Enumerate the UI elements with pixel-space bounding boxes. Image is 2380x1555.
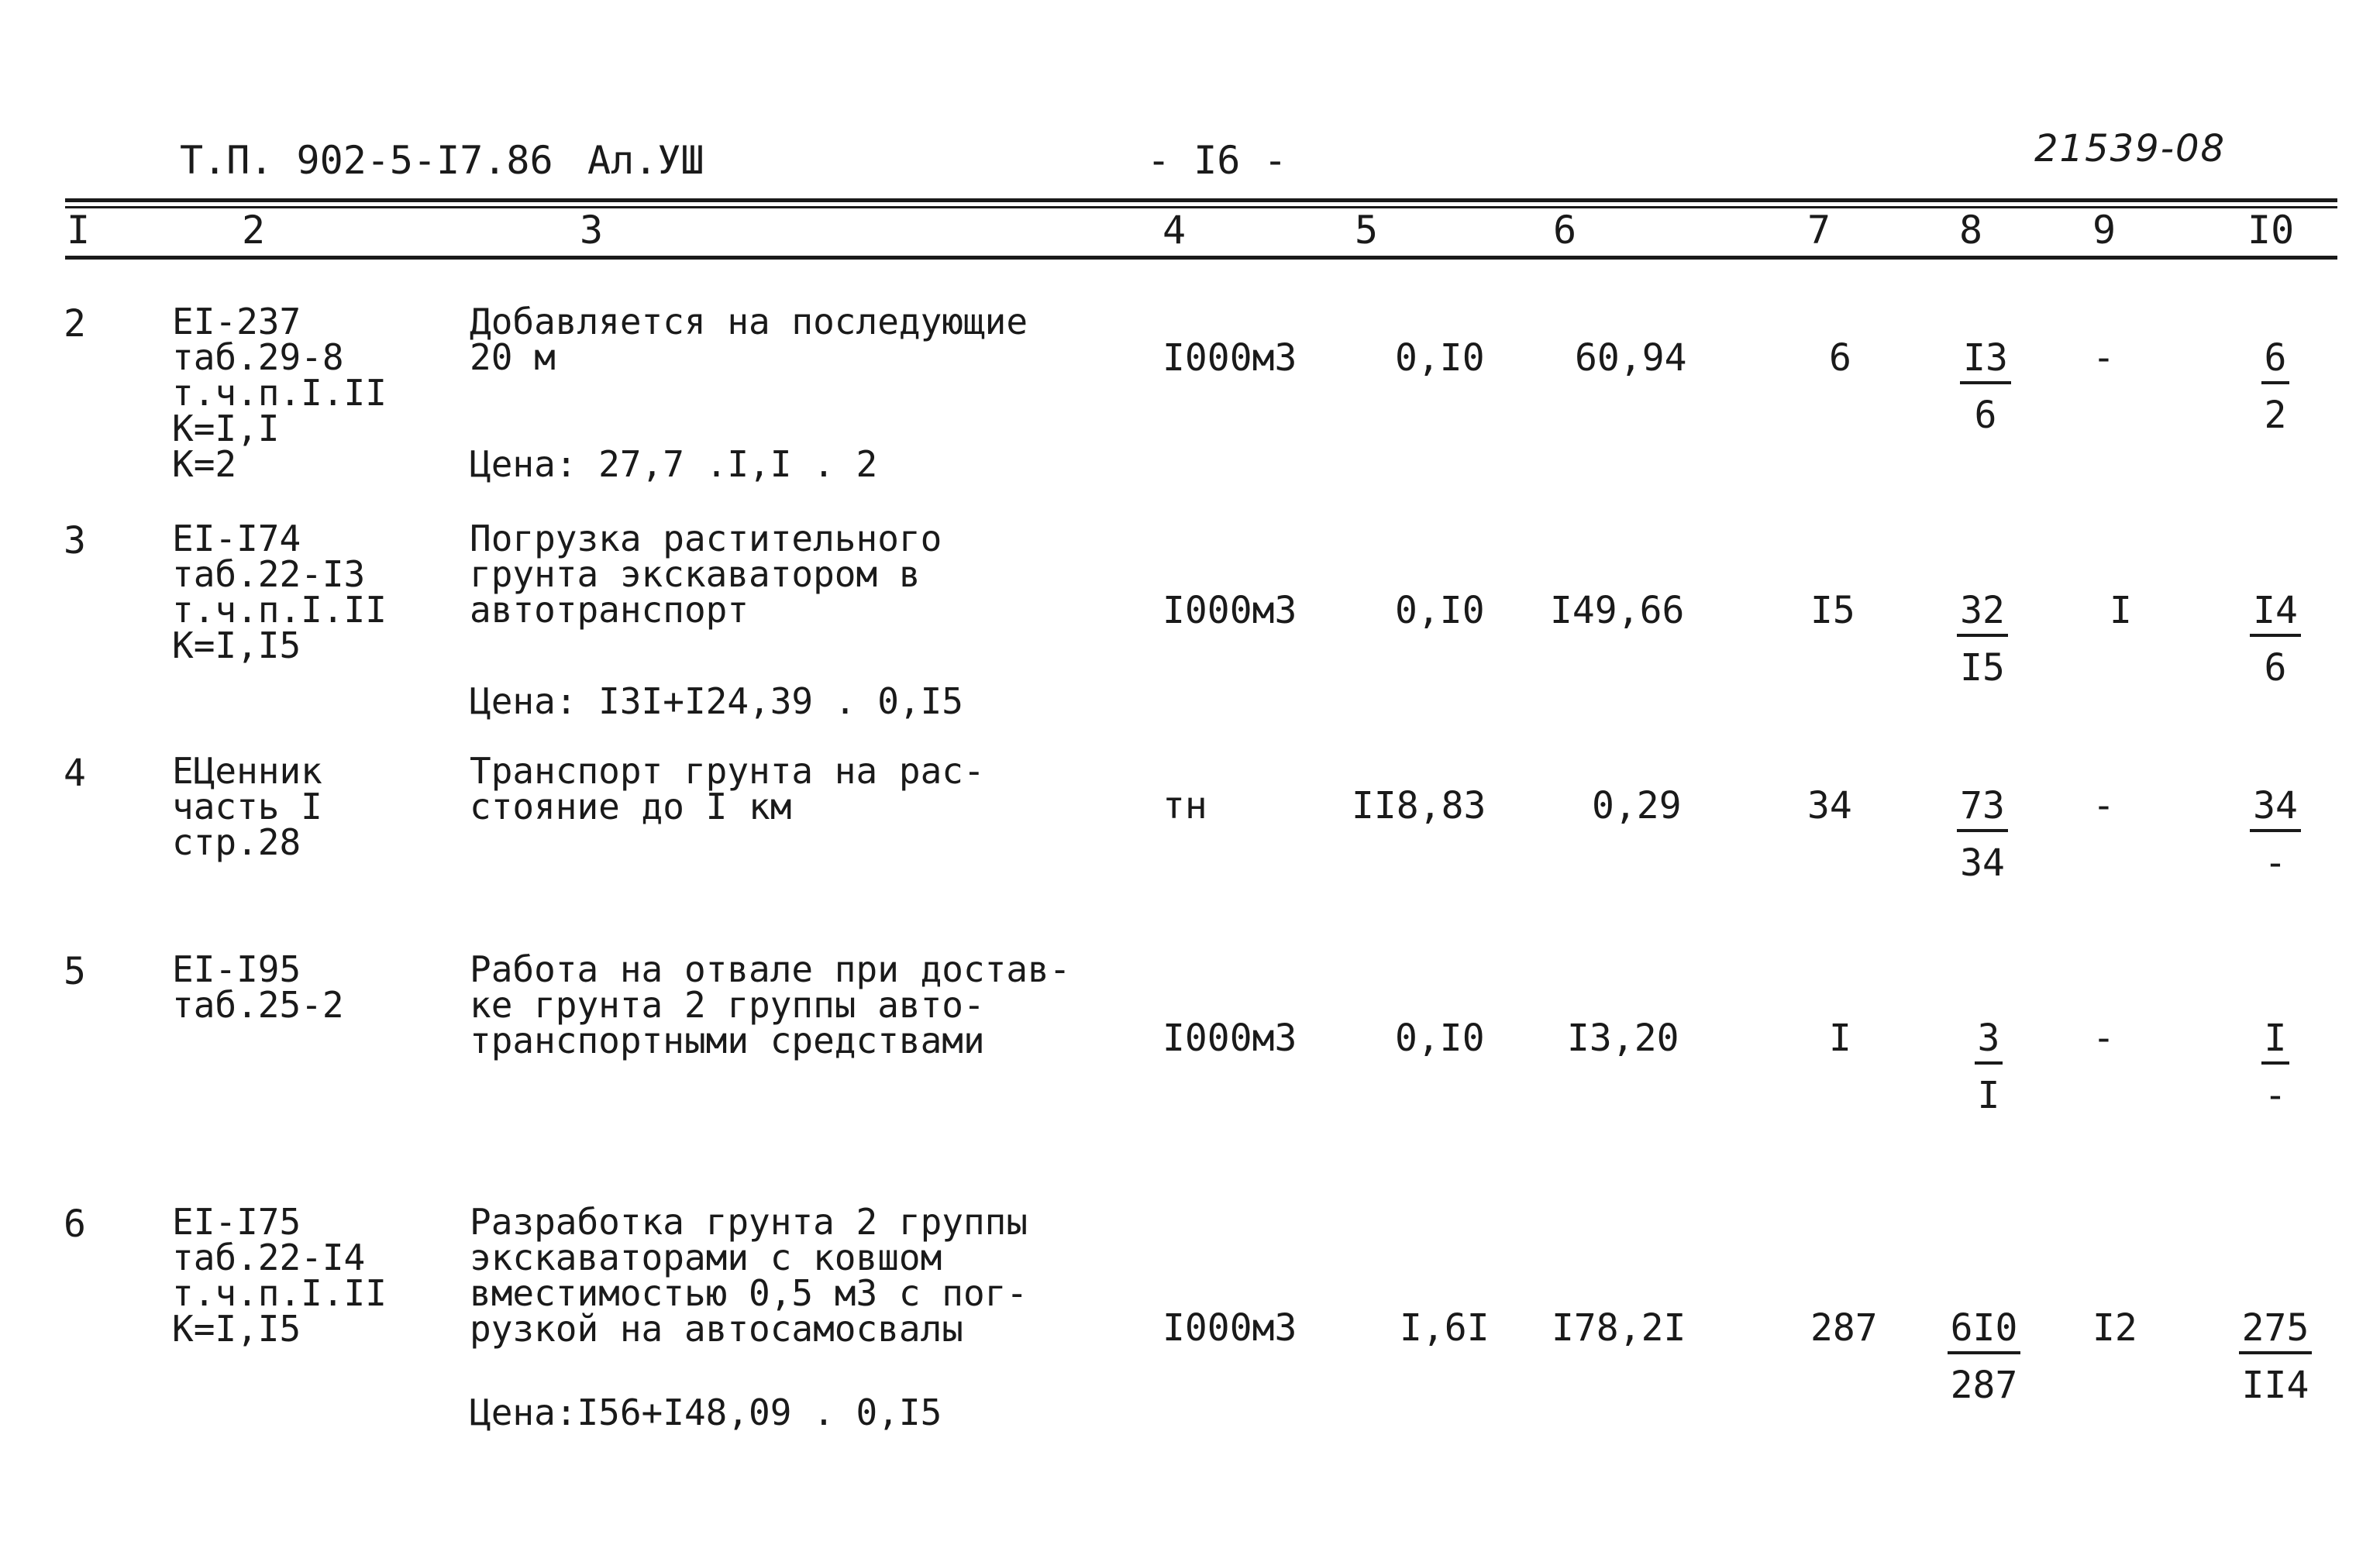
fraction-denominator: -: [2264, 841, 2287, 885]
fraction-numerator: 275: [2239, 1306, 2313, 1354]
total-cost: I5: [1810, 589, 1855, 632]
row-number: 4: [64, 752, 86, 795]
row-number: 3: [64, 519, 86, 562]
fraction-denominator: 287: [1950, 1364, 2018, 1407]
unit: I000м3: [1162, 1306, 1297, 1350]
fraction-denominator: I5: [1960, 646, 2005, 690]
norm-code: EI-237 таб.29-8 т.ч.п.I.II К=I,I К=2: [172, 301, 387, 485]
album-label: Ал.УШ: [587, 138, 704, 183]
fraction-numerator: 32: [1957, 589, 2008, 637]
work-description: Транспорт грунта на рас- стояние до I км: [470, 750, 985, 827]
fraction-numerator: I3: [1960, 336, 2011, 384]
unit: тн: [1162, 784, 1207, 827]
unit: I000м3: [1162, 589, 1297, 632]
fraction-numerator: 73: [1957, 784, 2008, 832]
column-header: 8: [1959, 208, 1983, 253]
page-number: - I6 -: [1147, 138, 1287, 183]
fraction-numerator: 6: [2261, 336, 2290, 384]
stamp-number: 21539-08: [2034, 127, 2227, 170]
fraction-denominator: 2: [2264, 394, 2287, 437]
fraction-denominator: 6: [2264, 646, 2287, 690]
total-cost: I: [1829, 1017, 1851, 1060]
fraction-denominator: 34: [1960, 841, 2005, 885]
column-header: 5: [1355, 208, 1379, 253]
work-description: Добавляется на последующие 20 м: [470, 301, 1028, 378]
row-number: 5: [64, 950, 86, 993]
column-header: I: [67, 208, 91, 253]
column-10-fraction: [2221, 784, 2330, 885]
top-rule-1: [65, 198, 2337, 202]
column-header: 9: [2092, 208, 2117, 253]
column-header: 6: [1553, 208, 1577, 253]
fraction-numerator: I: [2261, 1017, 2290, 1065]
price-formula: Цена:I56+I48,09 . 0,I5: [470, 1392, 942, 1433]
column-header: 4: [1162, 208, 1187, 253]
norm-code: EI-I95 таб.25-2: [172, 948, 344, 1026]
unit: I000м3: [1162, 336, 1297, 380]
column-9-value: -: [2092, 784, 2115, 827]
column-10-fraction: [2221, 1017, 2330, 1117]
column-8-fraction: [1928, 589, 2037, 690]
total-cost: 6: [1829, 336, 1851, 380]
quantity: 0,I0: [1395, 336, 1485, 380]
quantity: 0,I0: [1395, 589, 1485, 632]
norm-code: EЦенник часть I стр.28: [172, 750, 322, 863]
column-9-value: -: [2092, 1017, 2115, 1060]
fraction-denominator: I: [1977, 1074, 2000, 1117]
column-header: 3: [580, 208, 604, 253]
column-10-fraction: [2221, 336, 2330, 437]
fraction-numerator: 3: [1975, 1017, 2003, 1065]
column-9-value: I: [2110, 589, 2132, 632]
unit-cost: 60,94: [1575, 336, 1687, 380]
quantity: II8,83: [1352, 784, 1486, 827]
work-description: Работа на отвале при достав- ке грунта 2 группы авто- транспортными средствами: [470, 948, 1071, 1061]
quantity: I,6I: [1400, 1306, 1490, 1350]
unit-cost: I49,66: [1550, 589, 1685, 632]
quantity: 0,I0: [1395, 1017, 1485, 1060]
fraction-numerator: 34: [2250, 784, 2301, 832]
top-rule-2: [65, 206, 2337, 208]
work-description: Погрузка растительного грунта экскаватором в автотранспорт: [470, 518, 942, 631]
fraction-denominator: II4: [2241, 1364, 2309, 1407]
column-10-fraction: [2221, 589, 2330, 690]
column-10-fraction: [2221, 1306, 2330, 1407]
column-9-value: -: [2092, 336, 2115, 380]
unit-cost: I3,20: [1567, 1017, 1679, 1060]
row-number: 6: [64, 1202, 86, 1246]
norm-code: EI-I75 таб.22-I4 т.ч.п.I.II К=I,I5: [172, 1201, 387, 1350]
unit-cost: 0,29: [1592, 784, 1682, 827]
column-header: I0: [2247, 208, 2295, 253]
column-header: 2: [242, 208, 266, 253]
column-8-fraction: [1928, 784, 2037, 885]
work-description: Разработка грунта 2 группы экскаваторами с ковшом вместимостью 0,5 м3 с пог- рузкой на автосамосвалы: [470, 1201, 1028, 1350]
fraction-denominator: 6: [1974, 394, 1997, 437]
column-header-rule: [65, 256, 2337, 260]
column-8-fraction: [1931, 336, 2040, 437]
norm-code: EI-I74 таб.22-I3 т.ч.п.I.II К=I,I5: [172, 518, 387, 666]
total-cost: 34: [1807, 784, 1852, 827]
fraction-numerator: 6I0: [1948, 1306, 2021, 1354]
unit-cost: I78,2I: [1552, 1306, 1686, 1350]
document-code: Т.П. 902-5-I7.86: [180, 138, 553, 183]
fraction-denominator: -: [2264, 1074, 2287, 1117]
price-formula: Цена: I3I+I24,39 . 0,I5: [470, 680, 963, 722]
total-cost: 287: [1810, 1306, 1878, 1350]
unit: I000м3: [1162, 1017, 1297, 1060]
price-formula: Цена: 27,7 .I,I . 2: [470, 443, 878, 485]
row-number: 2: [64, 302, 86, 346]
fraction-numerator: I4: [2250, 589, 2301, 637]
column-8-fraction: [1934, 1017, 2043, 1117]
column-header: 7: [1807, 208, 1831, 253]
column-8-fraction: [1930, 1306, 2038, 1407]
column-9-value: I2: [2092, 1306, 2137, 1350]
